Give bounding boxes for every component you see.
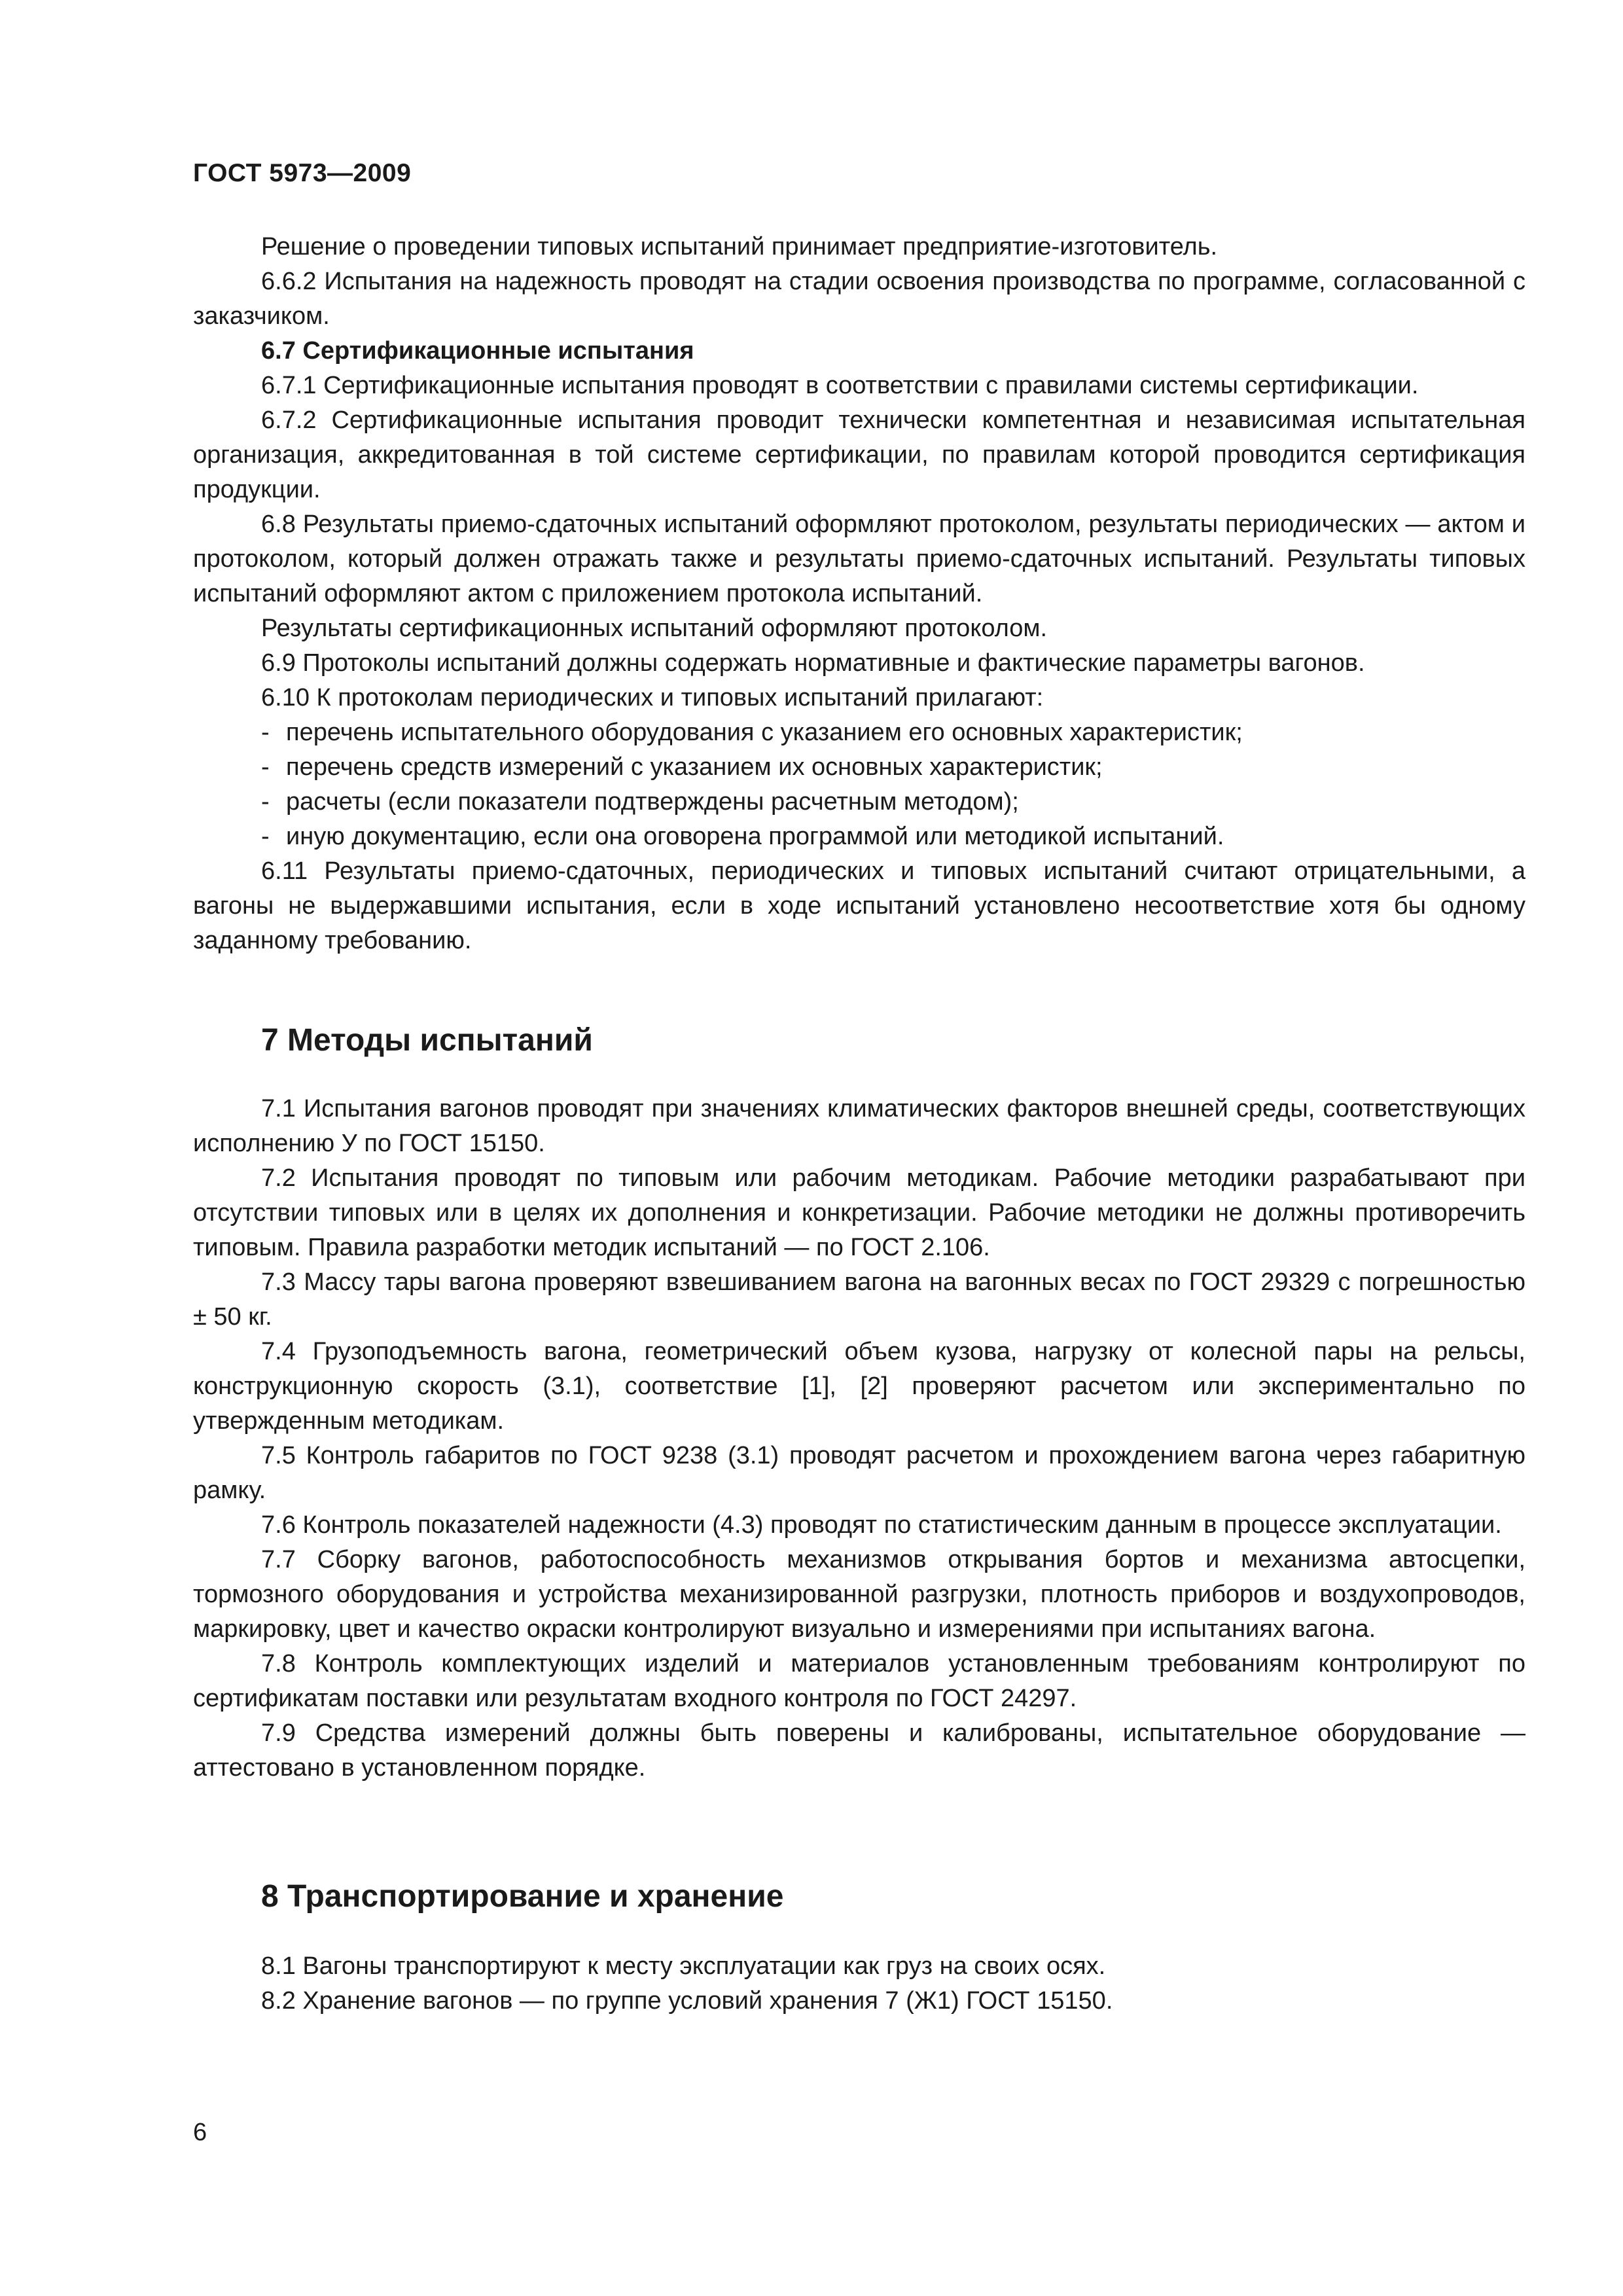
section-7-body — [193, 1092, 1525, 1785]
list-item: - расчеты (если показатели подтверждены расчетным методом); — [193, 785, 1525, 819]
section-6-continuation — [193, 230, 1525, 958]
page-number: 6 — [193, 2119, 207, 2146]
section-8-body — [193, 1949, 1525, 2018]
paragraph: 7.8 Контроль комплектующих изделий и материалов установленным требованиям контролируют по сертификатам поставки или результатам входного контроля по ГОСТ 24297. — [193, 1650, 1525, 1712]
list-item: - перечень средств измерений с указанием их основных характеристик; — [193, 750, 1525, 785]
paragraph: 6.9 Протоколы испытаний должны содержать нормативные и фактические параметры вагонов. — [261, 649, 1365, 677]
paragraph: 7.9 Средства измерений должны быть поверены и калиброваны, испытательное оборудование — аттестовано в установленном порядке. — [193, 1719, 1525, 1782]
paragraph: 6.11 Результаты приемо-сдаточных, периодических и типовых испытаний считают отрицательными, а вагоны не выдержавшими испытания, если в ходе испытаний установлено несоответствие хотя бы одному заданному требованию. — [193, 857, 1525, 954]
subsection-heading: 6.7 Сертификационные испытания — [261, 337, 694, 365]
paragraph: 7.2 Испытания проводят по типовым или рабочим методикам. Рабочие методики разрабатывают при отсутствии типовых или в целях их дополнения и конкретизации. Рабочие методики не должны противоречить типовым. Правила разработки методик испытаний — по ГОСТ 2.106. — [193, 1164, 1525, 1261]
list-item: - перечень испытательного оборудования с указанием его основных характеристик; — [193, 715, 1525, 750]
section-7-title: 7 Методы испытаний — [261, 1023, 593, 1058]
paragraph: 8.2 Хранение вагонов — по группе условий хранения 7 (Ж1) ГОСТ 15150. — [261, 1987, 1113, 2015]
list-item: - иную документацию, если она оговорена программой или методикой испытаний. — [193, 819, 1525, 854]
list-dash: - — [261, 753, 270, 781]
section-8-title: 8 Транспортирование и хранение — [261, 1879, 784, 1914]
paragraph: 6.7.2 Сертификационные испытания проводит технически компетентная и независимая испытательная организация, аккредитованная в той системе сертификации, по правилам которой проводится сертификация продукции. — [193, 406, 1525, 503]
list-dash: - — [261, 823, 270, 850]
paragraph: 6.6.2 Испытания на надежность проводят на стадии освоения производства по программе, согласованной с заказчиком. — [193, 268, 1525, 330]
paragraph: Решение о проведении типовых испытаний принимает предприятие-изготовитель. — [261, 233, 1218, 260]
paragraph: 7.5 Контроль габаритов по ГОСТ 9238 (3.1) проводят расчетом и прохождением вагона через габаритную рамку. — [193, 1442, 1525, 1504]
paragraph: 7.7 Сборку вагонов, работоспособность механизмов открывания бортов и механизма автосцепки, тормозного оборудования и устройства механизированной разгрузки, плотность приборов и воздухопроводов, маркировку, цвет и качество окраски контролируют визуально и измерениями при испытаниях вагона. — [193, 1546, 1525, 1643]
paragraph: 6.10 К протоколам периодических и типовых испытаний прилагают: — [261, 684, 1044, 711]
paragraph: Результаты сертификационных испытаний оформляют протоколом. — [261, 615, 1048, 642]
paragraph: 6.7.1 Сертификационные испытания проводят в соответствии с правилами системы сертификации. — [261, 372, 1419, 399]
paragraph: 6.8 Результаты приемо-сдаточных испытаний оформляют протоколом, результаты периодических — актом и протоколом, который должен отражать также и результаты приемо-сдаточных испытаний. Результаты типовых испытаний оформляют актом с приложением протокола испытаний. — [193, 511, 1525, 607]
list-dash: - — [261, 788, 270, 816]
paragraph: 8.1 Вагоны транспортируют к месту эксплуатации как груз на своих осях. — [261, 1952, 1106, 1980]
document-code-header: ГОСТ 5973—2009 — [193, 159, 412, 187]
paragraph: 7.6 Контроль показателей надежности (4.3) проводят по статистическим данным в процессе эксплуатации. — [261, 1511, 1502, 1539]
list-dash: - — [261, 719, 270, 746]
paragraph: 7.4 Грузоподъемность вагона, геометрический объем кузова, нагрузку от колесной пары на рельсы, конструкционную скорость (3.1), соответствие [1], [2] проверяют расчетом или экспериментально по утвержденным методикам. — [193, 1338, 1525, 1435]
attachment-list — [193, 715, 1525, 854]
paragraph: 7.3 Массу тары вагона проверяют взвешиванием вагона на вагонных весах по ГОСТ 29329 с погрешностью ± 50 кг. — [193, 1268, 1525, 1331]
paragraph: 7.1 Испытания вагонов проводят при значениях климатических факторов внешней среды, соответствующих исполнению У по ГОСТ 15150. — [193, 1095, 1525, 1157]
